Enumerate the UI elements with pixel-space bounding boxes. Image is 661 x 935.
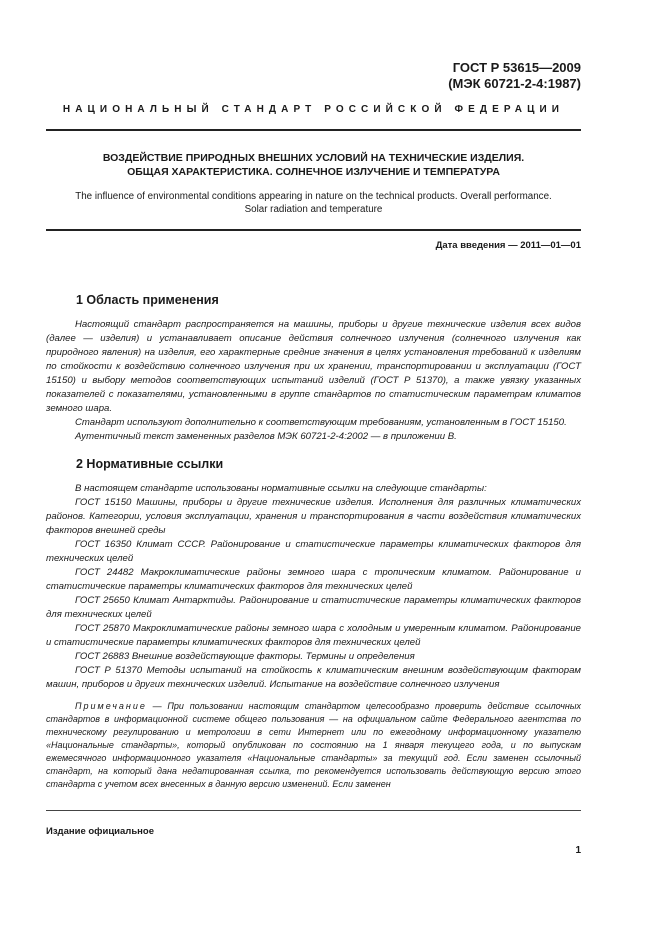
title-en-line1: The influence of environmental conditions appearing in nature on the technical products. Overall performance.: [75, 191, 552, 202]
national-standard-banner: НАЦИОНАЛЬНЫЙ СТАНДАРТ РОССИЙСКОЙ ФЕДЕРАЦИИ: [62, 104, 565, 115]
main-content: [46, 292, 581, 800]
official-edition-label: Издание официальное: [46, 826, 154, 837]
title-english: [46, 190, 581, 216]
reference-item: ГОСТ 16350 Климат СССР. Районирование и статистические параметры климатических факторов для технических целей: [46, 539, 581, 564]
standard-code-block: [448, 60, 581, 92]
section-1-paragraph: Стандарт используют дополнительно к соответствующим требованиям, установленным в ГОСТ 15150.: [75, 417, 567, 428]
title-en-line2: Solar radiation and temperature: [244, 204, 383, 215]
footer-rule: [46, 810, 581, 811]
note-text: — При пользовании настоящим стандартом целесообразно проверить действие ссылочных стандартов в информационной системе общего пользования — на официальном сайте Федерального агентства по техническому регулированию и метрологии в сети Интернет или по ежегодному информационному указателю «Национальные стандарты», который опубликован по состоянию на 1 января текущего года, и по выпускам ежемесячного информационного указателя «Национальные стандарты» за текущий год. Если заменен ссылочный стандарт, на который дана недатированная ссылка, то рекомендуется использовать действующую версию этого стандарта с учетом всех внесенных в данную версию изменений. Если заменен: [46, 701, 581, 789]
section-2-heading: 2 Нормативные ссылки: [76, 457, 224, 471]
note-paragraph: [46, 700, 581, 791]
page-number: 1: [575, 845, 581, 856]
note-label: Примечание: [75, 701, 147, 711]
reference-item: ГОСТ 25870 Макроклиматические районы земного шара с холодным и умеренным климатом. Районирование и статистические параметры климатических факторов для технических целей: [46, 623, 581, 648]
section-1-paragraph: Настоящий стандарт распространяется на машины, приборы и другие технические изделия всех видов (далее — изделия) и устанавливает описание действия солнечного излучения (солнечного излучения как природного явления) на изделия, его характерные средние значения в целях установления требований к изделиям по стойкости к воздействию солнечного излучения при их хранении, транспортировании и эксплуатации (ГОСТ 15150) и выбору методов соответствующих испытаний изделий (ГОСТ Р 51370), а также увязку указанных показателей с показателями, установленными в группе стандартов по статистическим параметрам климатов земного шара.: [46, 319, 581, 414]
reference-item: ГОСТ 15150 Машины, приборы и другие технические изделия. Исполнения для различных климатических районов. Категории, условия эксплуатации, хранения и транспортирования в части воздействия климатических факторов внешней среды: [46, 497, 581, 536]
introduction-date: Дата введения — 2011—01—01: [435, 240, 581, 251]
section-2-paragraph: В настоящем стандарте использованы нормативные ссылки на следующие стандарты:: [75, 483, 487, 494]
title-russian: [46, 151, 581, 179]
reference-item: ГОСТ 24482 Макроклиматические районы земного шара с тропическим климатом. Районирование и статистические параметры климатических факторов для технических целей: [46, 567, 581, 592]
reference-item: ГОСТ 25650 Климат Антарктиды. Районирование и статистические параметры климатических факторов для технических целей: [46, 595, 581, 620]
reference-item: ГОСТ 26883 Внешние воздействующие факторы. Термины и определения: [75, 651, 415, 662]
title-ru-line1: ВОЗДЕЙСТВИЕ ПРИРОДНЫХ ВНЕШНИХ УСЛОВИЙ НА ТЕХНИЧЕСКИЕ ИЗДЕЛИЯ.: [102, 152, 525, 164]
header-rule: [46, 129, 581, 131]
title-rule: [46, 229, 581, 231]
reference-item: ГОСТ Р 51370 Методы испытаний на стойкость к климатическим внешним воздействующим факторам машин, приборов и других технических изделий. Испытание на воздействие солнечного излучения: [46, 665, 581, 690]
section-1-paragraph: Аутентичный текст замененных разделов МЭК 60721-2-4:2002 — в приложении В.: [75, 431, 457, 442]
standard-code: ГОСТ Р 53615—2009: [452, 60, 581, 75]
section-1-heading: 1 Область применения: [76, 293, 219, 307]
iec-code: (МЭК 60721-2-4:1987): [448, 76, 581, 91]
title-ru-line2: ОБЩАЯ ХАРАКТЕРИСТИКА. СОЛНЕЧНОЕ ИЗЛУЧЕНИЕ И ТЕМПЕРАТУРА: [127, 166, 500, 178]
